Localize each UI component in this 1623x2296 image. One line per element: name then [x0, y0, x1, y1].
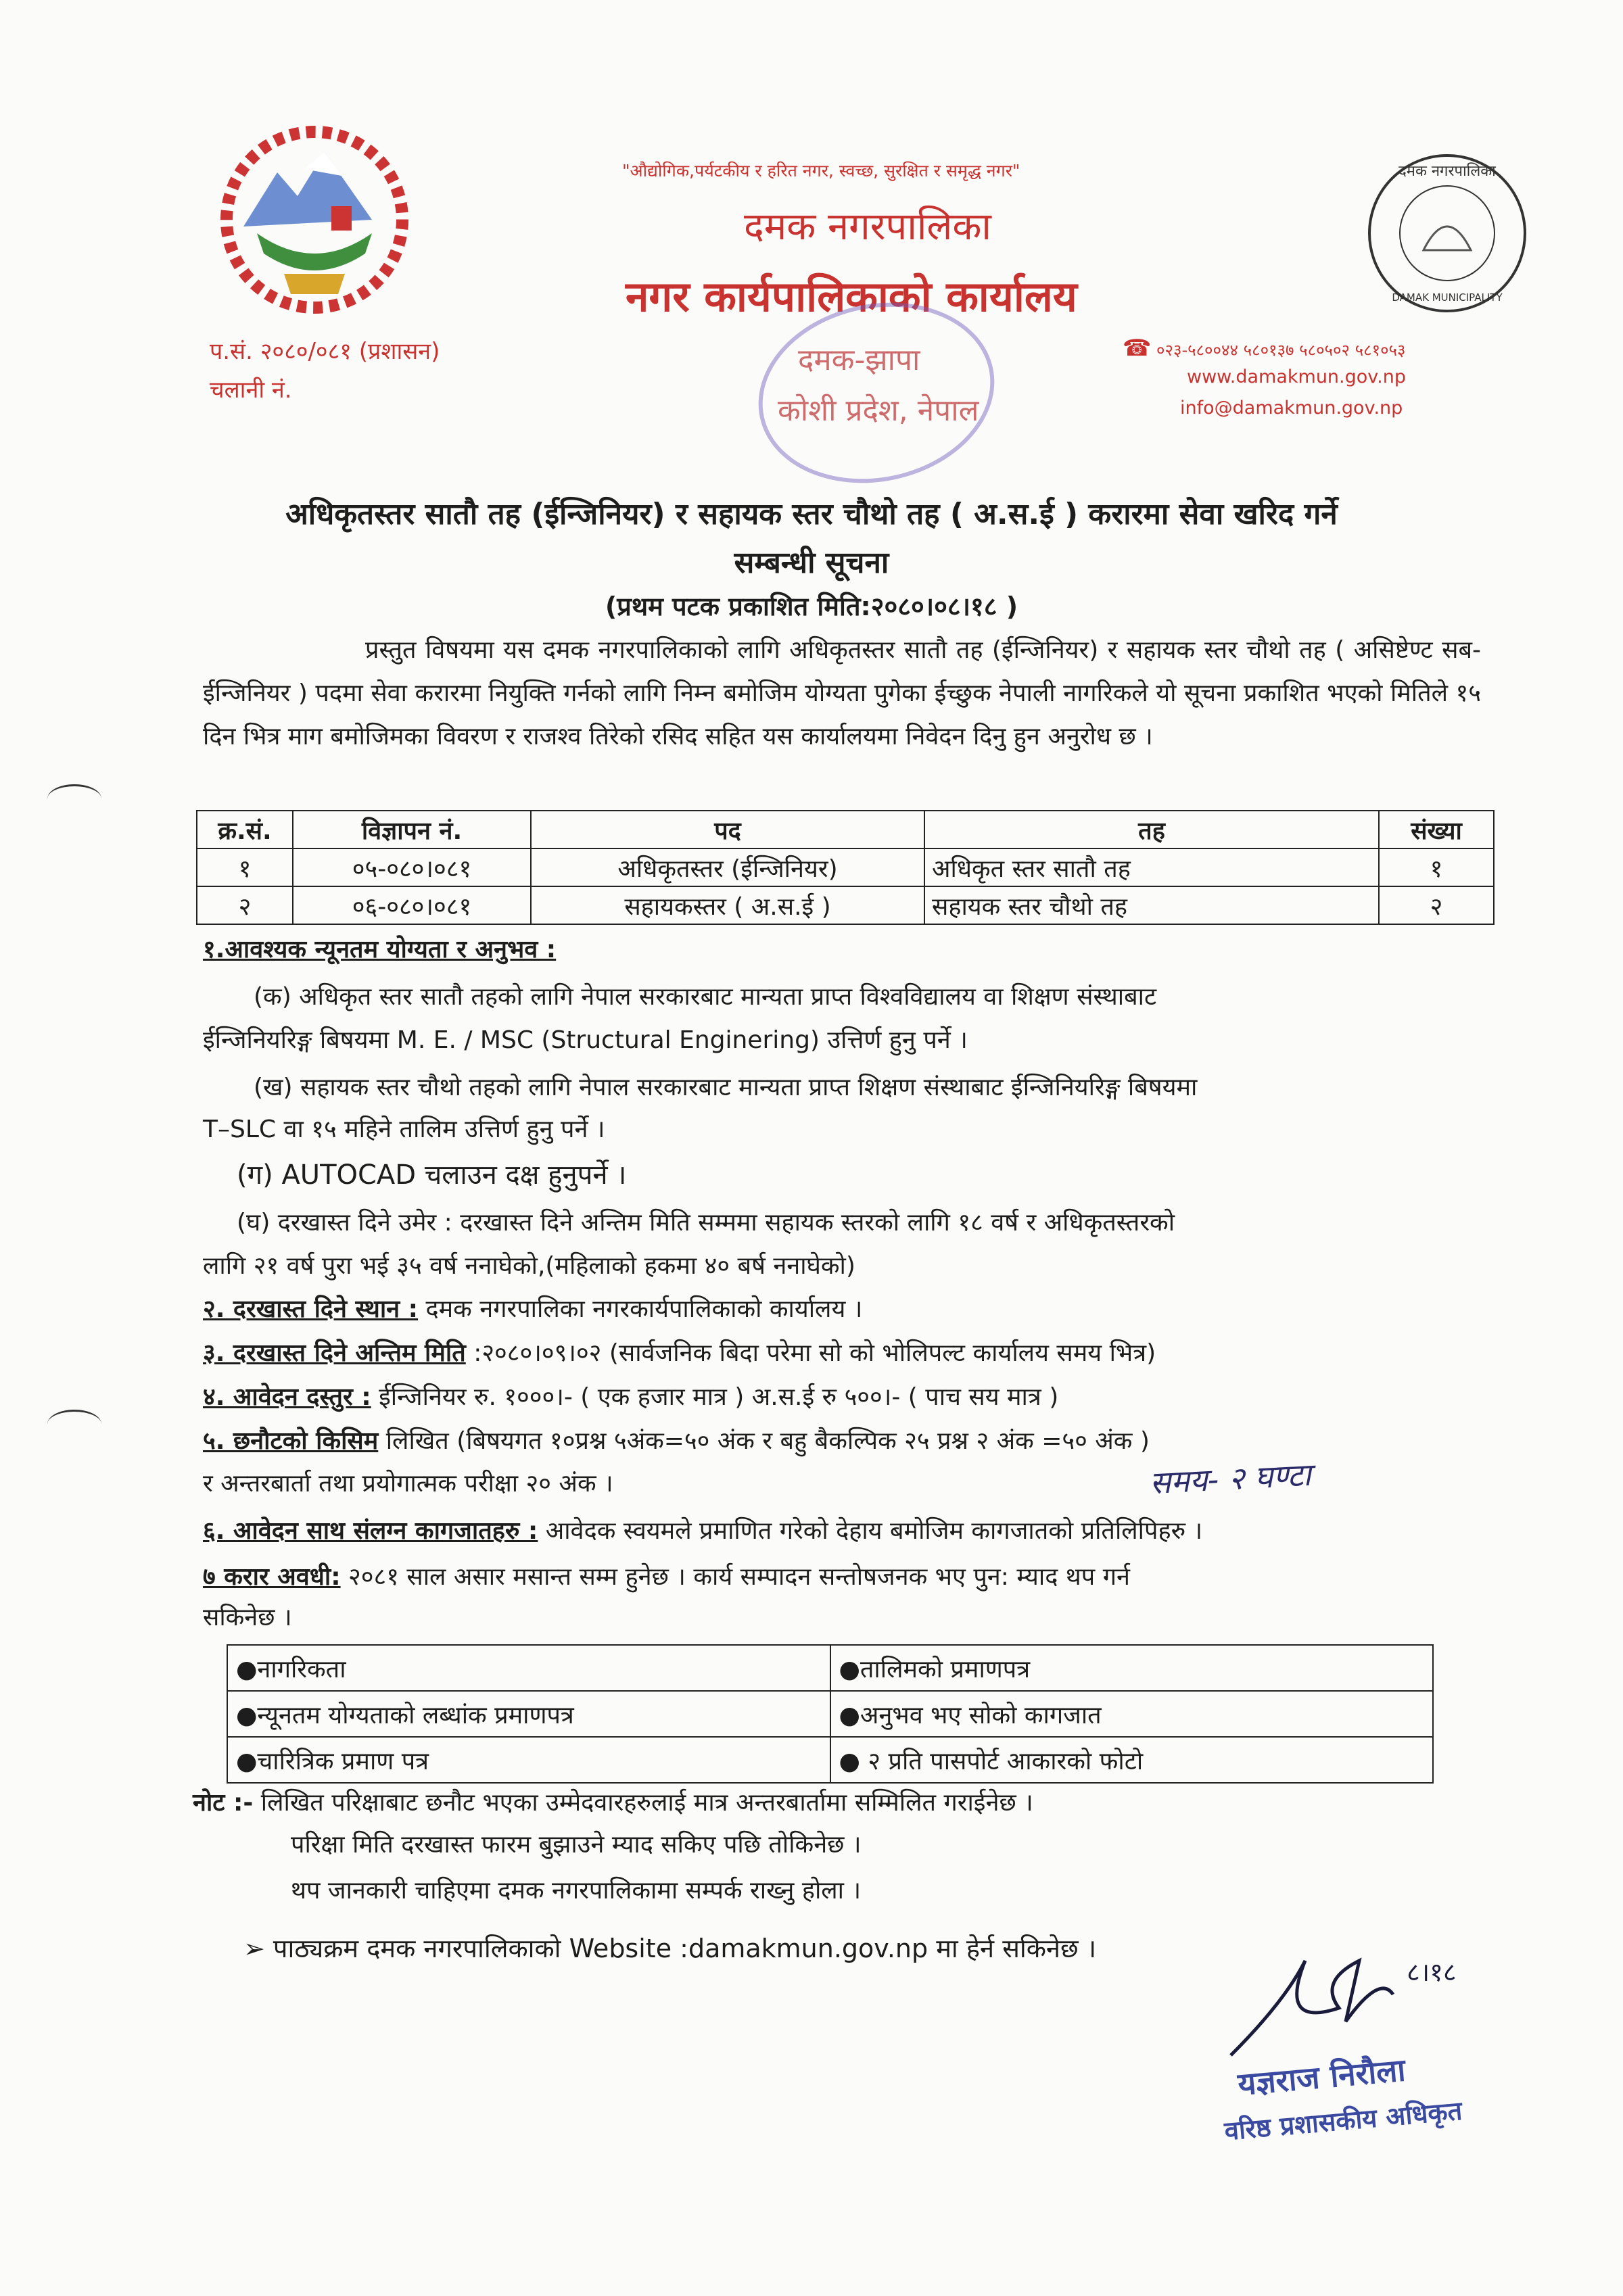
section-4-text: ईन्जिनियर रु. १०००।- ( एक हजार मात्र ) अ.स.ई रु ५००।- ( पाच सय मात्र ): [379, 1383, 1059, 1411]
section-2: [203, 1291, 862, 1324]
section-4-label: ४. आवेदन दस्तुर :: [203, 1383, 371, 1411]
seal-text-en: DAMAK MUNICIPALITY: [1392, 291, 1503, 304]
stamp-line-1: दमक-झापा: [798, 343, 920, 377]
table-header-row: [197, 811, 1494, 848]
cell: १: [1379, 848, 1494, 886]
qualification-kha: (ख) सहायक स्तर चौथो तहको लागि नेपाल सरकारबाट मान्यता प्राप्त शिक्षण संस्थाबाट ईन्जिनियरिङ्ग बिषयमा: [254, 1074, 1198, 1101]
section-3-text: :२०८०।०९।०२ (सार्वजनिक बिदा परेमा सो को भोलिपल्ट कार्यालय समय भित्र): [473, 1339, 1156, 1367]
table-row: [227, 1645, 1433, 1691]
section-6-text: आवेदक स्वयमले प्रमाणित गरेको देहाय बमोजिम कागजातको प्रतिलिपिहरु ।: [545, 1517, 1203, 1545]
cell: ०६-०८०।०८१: [293, 886, 531, 924]
seal-text: दमक नगरपालिका: [1398, 163, 1496, 180]
section-5-cont: र अन्तरबार्ता तथा प्रयोगात्मक परीक्षा २० अंक ।: [203, 1470, 613, 1498]
officer-name: यज्ञराज निरौला: [1236, 2051, 1407, 2103]
col-post: पद: [531, 811, 924, 848]
qualification-gha-cont: लागि २१ वर्ष पुरा भई ३५ वर्ष ननाघेको,(महिलाको हकमा ४० बर्ष ननाघेको): [203, 1252, 855, 1280]
col-ad-no: विज्ञापन नं.: [293, 811, 531, 848]
note-line-2: परिक्षा मिति दरखास्त फारम बुझाउने म्याद सकिए पछि तोकिनेछ ।: [291, 1831, 862, 1859]
cell: अधिकृतस्तर (ईन्जिनियर): [531, 848, 924, 886]
published-date: (प्रथम पटक प्रकाशित मिति:२०८०।०८।१८ ): [605, 592, 1018, 621]
cell: ●अनुभव भए सोको कागजात: [830, 1691, 1434, 1737]
cell: ●चारित्रिक प्रमाण पत्र: [227, 1737, 830, 1783]
note-line-3: थप जानकारी चाहिएमा दमक नगरपालिकामा सम्पर्क राख्नु होला ।: [291, 1877, 862, 1905]
cell: १: [197, 848, 293, 886]
cell: ०५-०८०।०८१: [293, 848, 531, 886]
cell: ●नागरिकता: [227, 1645, 830, 1691]
reference-number: प.सं. २०८०/०८१ (प्रशासन): [210, 338, 440, 365]
section-5: [203, 1423, 1150, 1456]
qualification-kha-cont: T–SLC वा १५ महिने तालिम उत्तिर्ण हुनु पर्ने ।: [203, 1116, 605, 1143]
section-2-label: २. दरखास्त दिने स्थान :: [203, 1295, 419, 1323]
municipality-name: दमक नगरपालिका: [744, 205, 991, 249]
section-2-text: दमक नगरपालिका नगरकार्यपालिकाको कार्यालय ।: [425, 1295, 863, 1323]
note-line-1: लिखित परिक्षाबाट छनौट भएका उम्मेदवारहरुलाई मात्र अन्तरबार्तामा सम्मिलित गराईनेछ ।: [260, 1789, 1033, 1817]
posts-table: [196, 810, 1495, 925]
dispatch-number: चलानी नं.: [210, 377, 292, 404]
syllabus-website-line: ➢ पाठ्यक्रम दमक नगरपालिकाको Website :damakmun.gov.np मा हेर्न सकिनेछ ।: [243, 1934, 1097, 1963]
hole-punch-mark: [47, 784, 101, 813]
note: [193, 1785, 1033, 1818]
col-count: संख्या: [1379, 811, 1494, 848]
cell: सहायकस्तर ( अ.स.ई ): [531, 886, 924, 924]
municipality-seal: [1363, 149, 1532, 318]
office-stamp: [744, 297, 1014, 487]
qualification-ka: (क) अधिकृत स्तर सातौ तहको लागि नेपाल सरकारबाट मान्यता प्राप्त विश्वविद्यालय वा शिक्षण संस्थाबाट: [254, 983, 1157, 1011]
cell: ●न्यूनतम योग्यताको लब्धांक प्रमाणपत्र: [227, 1691, 830, 1737]
section-7-text: २०८१ साल असार मसान्त सम्म हुनेछ । कार्य सम्पादन सन्तोषजनक भए पुन: म्याद थप गर्न: [348, 1563, 1130, 1591]
officer-designation: वरिष्ठ प्रशासकीय अधिकृत: [1223, 2095, 1463, 2147]
cell: २: [1379, 886, 1494, 924]
table-row: [227, 1691, 1433, 1737]
section-1-title: १.आवश्यक न्यूनतम योग्यता र अनुभव :: [203, 936, 557, 963]
qualification-ka-cont: ईन्जिनियरिङ्ग बिषयमा M. E. / MSC (Structural Enginering) उत्तिर्ण हुनु पर्ने ।: [203, 1026, 968, 1054]
table-row: [227, 1737, 1433, 1783]
section-3-label: ३. दरखास्त दिने अन्तिम मिति: [203, 1339, 466, 1367]
col-level: तह: [924, 811, 1379, 848]
section-7: [203, 1559, 1130, 1592]
note-label: नोट :-: [193, 1789, 254, 1817]
section-7-label: ७ करार अवधी:: [203, 1563, 341, 1591]
office-name: नगर कार्यपालिकाको कार्यालय: [626, 272, 1077, 321]
table-row: [197, 886, 1494, 924]
section-7-cont: सकिनेछ ।: [203, 1604, 292, 1631]
section-5-text: लिखित (बिषयगत १०प्रश्न ५अंक=५० अंक र बहु बैकल्पिक २५ प्रश्न २ अंक =५० अंक ): [385, 1427, 1150, 1455]
hole-punch-mark: [47, 1410, 101, 1439]
phone-numbers: [1123, 335, 1406, 362]
qualification-gha: (घ) दरखास्त दिने उमेर : दरखास्त दिने अन्तिम मिति सम्ममा सहायक स्तरको लागि १८ वर्ष र अधिकृतस्तरको: [237, 1209, 1175, 1237]
notice-title: अधिकृतस्तर सातौ तह (ईन्जिनियर) र सहायक स्तर चौथो तह ( अ.स.ई ) करारमा सेवा खरिद गर्ने: [285, 497, 1338, 531]
cell: ●तालिमको प्रमाणपत्र: [830, 1645, 1434, 1691]
table-row: [197, 848, 1494, 886]
website-link[interactable]: www.damakmun.gov.np: [1187, 366, 1406, 387]
email-link[interactable]: info@damakmun.gov.np: [1180, 398, 1403, 418]
col-sn: क्र.सं.: [197, 811, 293, 848]
nepal-emblem-logo: [203, 118, 426, 321]
stamp-line-2: कोशी प्रदेश, नेपाल: [778, 393, 979, 428]
section-5-label: ५. छनौटको किसिम: [203, 1427, 379, 1455]
cell: अधिकृत स्तर सातौ तह: [924, 848, 1379, 886]
notice-title-line2: सम्बन्धी सूचना: [734, 546, 889, 580]
cell: २: [197, 886, 293, 924]
phone-text: ०२३-५८००४४ ५८०१३७ ५८०५०२ ५८१०५३: [1156, 341, 1406, 360]
section-3: [203, 1335, 1156, 1368]
signature-date: ८।१८: [1407, 1957, 1457, 1987]
qualification-ga: (ग) AUTOCAD चलाउन दक्ष हुनुपर्ने ।: [237, 1159, 627, 1191]
section-4: [203, 1379, 1058, 1412]
handwritten-duration: समय- २ घण्टा: [1148, 1456, 1312, 1502]
section-6: [203, 1513, 1202, 1546]
phone-icon: ☎: [1123, 335, 1152, 362]
documents-table: [227, 1644, 1434, 1784]
cell: ● २ प्रति पासपोर्ट आकारको फोटो: [830, 1737, 1434, 1783]
slogan: "औद्योगिक,पर्यटकीय र हरित नगर, स्वच्छ, सुरक्षित र समृद्ध नगर": [622, 161, 1020, 181]
intro-paragraph: प्रस्तुत विषयमा यस दमक नगरपालिकाको लागि अधिकृतस्तर सातौ तह (ईन्जिनियर) र सहायक स्तर चौथो तह ( असिष्टेण्ट सब-ईन्जिनियर ) पदमा सेवा करारमा नियुक्ति गर्नको लागि निम्न बमोजिम योग्यता पुगेका ईच्छुक नेपाली नागरिकले यो सूचना प्रकाशित भएको मितिले १५ दिन भित्र माग बमोजिमका विवरण र राजश्व तिरेको रसिद सहित यस कार्यालयमा निवेदन दिनु हुन अनुरोध छ ।: [203, 636, 1481, 750]
cell: सहायक स्तर चौथो तह: [924, 886, 1379, 924]
section-6-label: ६. आवेदन साथ संलग्न कागजातहरु :: [203, 1517, 538, 1545]
